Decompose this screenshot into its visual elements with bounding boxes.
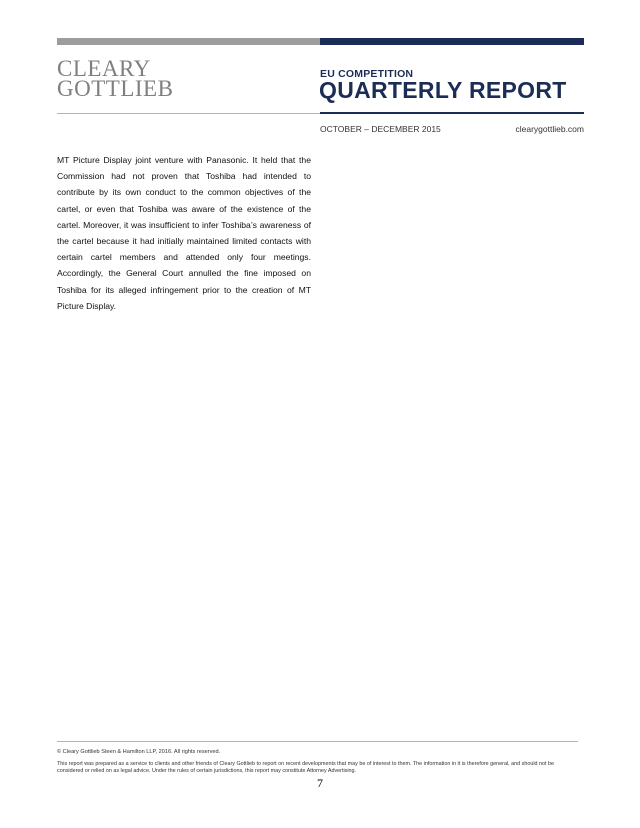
report-title: QUARTERLY REPORT — [319, 77, 567, 103]
cleary-gottlieb-logo — [57, 56, 174, 101]
body-paragraph: MT Picture Display joint venture with Panasonic. It held that the Commission had not proven that Toshiba had intended to contribute by its own conduct to the common objectives of the cartel, or even that Toshiba was aware of the existence of the cartel. Moreover, it was insufficient to infer Toshiba’s awareness of the cartel because it had initially maintained limited contacts with certain cartel members and attended only four meetings. Accordingly, the General Court annulled the fine imposed on Toshiba for its alleged infringement prior to the creation of MT Picture Display. — [57, 155, 311, 311]
header-rule-left — [57, 113, 320, 114]
header-bar-navy — [320, 38, 584, 45]
page-number: 7 — [317, 776, 323, 790]
header-rule-right — [320, 112, 584, 114]
logo-line-2: GOTTLIEB — [57, 76, 174, 101]
footer-rule — [57, 741, 578, 742]
header-bar-gray — [57, 38, 320, 45]
logo-line-1: CLEARY — [57, 56, 151, 81]
report-period: OCTOBER – DECEMBER 2015 — [320, 124, 441, 134]
report-superscript: EU COMPETITION — [320, 68, 414, 80]
disclaimer-text: This report was prepared as a service to clients and other friends of Cleary Gottlieb to report on recent developments that may be of interest to them. The information in it is therefore general, and should not be considered or relied on as legal advice. Under the rules of certain jurisdictions, this report may constitute Attorney Advertising. — [57, 761, 555, 774]
copyright-notice: © Cleary Gottlieb Steen & Hamilton LLP, 2016. All rights reserved. — [57, 749, 221, 755]
website-link[interactable]: clearygottlieb.com — [515, 124, 584, 134]
